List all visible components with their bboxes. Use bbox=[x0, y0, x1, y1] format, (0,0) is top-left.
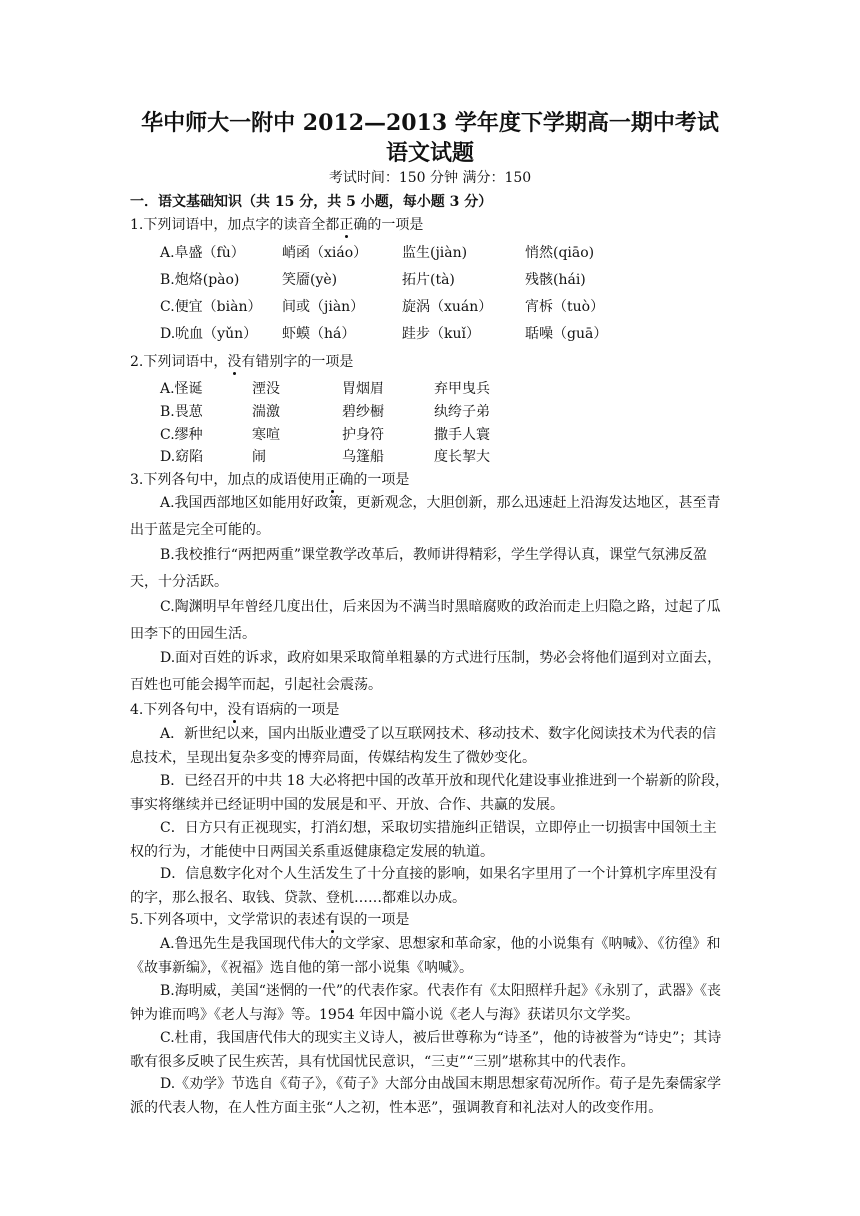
emphasis-dot: 没 bbox=[227, 354, 242, 370]
question-2-option-b: B.畏葸 湍激 碧纱橱 纨绔子弟 bbox=[160, 404, 490, 420]
question-3-option-a: A.我国西部地区如能用好政策，更新观念，大胆创新，那么迅速赶上沿海发达地区，甚至青出于蓝是完全可能的。 bbox=[130, 495, 721, 538]
question-4-option-b: B．已经召开的中共 18 大必将把中国的改革开放和现代化建设事业推进到一个崭新的阶段，事实将继续并已经证明中国的发展是和平、开放、合作、共赢的发展。 bbox=[130, 773, 730, 813]
emphasis-dot: 正 bbox=[325, 472, 340, 488]
question-2-option-d: D.窈陷 闹 乌篷船 度长挈大 bbox=[160, 449, 490, 465]
question-1-stem: 1.下列词语中，加点字的读音全都正确的一项是 bbox=[130, 217, 424, 233]
emphasis-dot: 正 bbox=[339, 217, 354, 233]
question-4-option-a: A．新世纪以来，国内出版业遭受了以互联网技术、移动技术、数字化阅读技术为代表的信息技术，呈现出复杂多变的博弈局面，传媒结构发生了微妙变化。 bbox=[130, 726, 717, 766]
question-4-option-c: C．日方只有正视现实，打消幻想，采取切实措施纠正错误，立即停止一切损害中国领土主权的行为，才能使中日两国关系重返健康稳定发展的轨道。 bbox=[130, 820, 717, 860]
question-4-option-d: D．信息数字化对个人生活发生了十分直接的影响，如果名字里用了一个计算机字库里没有的字，那么报名、取钱、贷款、登机……都难以办成。 bbox=[130, 866, 718, 906]
question-5-option-b: B.海明威，美国“迷惘的一代”的代表作家。代表作有《太阳照样升起》《永别了，武器》《丧钟为谁而鸣》《老人与海》等。1954 年因中篇小说《老人与海》获诺贝尔文学奖。 bbox=[130, 983, 722, 1023]
question-5-stem: 5.下列各项中，文学常识的表述有误的一项是 bbox=[130, 912, 410, 928]
question-5-option-a: A.鲁迅先生是我国现代伟大的文学家、思想家和革命家，他的小说集有《呐喊》、《彷徨》和《故事新编》，《祝福》选自他的第一部小说集《呐喊》。 bbox=[130, 936, 721, 976]
question-2-option-a: A.怪诞 湮没 胃烟眉 弃甲曳兵 bbox=[160, 381, 490, 397]
question-2-stem: 2.下列词语中，没有错别字的一项是 bbox=[130, 354, 354, 370]
exam-info: 考试时间：150 分钟 满分：150 bbox=[328, 170, 532, 186]
question-3-option-c: C.陶渊明早年曾经几度出仕，后来因为不满当时黑暗腐败的政治而走上归隐之路，过起了瓜田李下的田园生活。 bbox=[130, 599, 721, 642]
question-3-option-b: B.我校推行“两把两重”课堂教学改革后，教师讲得精彩，学生学得认真，课堂气氛沸反盈天，十分活跃。 bbox=[130, 547, 708, 590]
question-3-option-d: D.面对百姓的诉求，政府如果采取简单粗暴的方式进行压制，势必会将他们逼到对立面去，百姓也可能会揭竿而起，引起社会震荡。 bbox=[130, 650, 722, 693]
question-1-option-c: C.便宜（biàn） 间或（jiàn） 旋涡（xuán） 宵柝（tuò） bbox=[160, 299, 605, 315]
question-5-option-d: D.《劝学》节选自《荀子》，《荀子》大部分由战国末期思想家荀况所作。荀子是先秦儒家学派的代表人物，在人性方面主张“人之初，性本恶”，强调教育和礼法对人的改变作用。 bbox=[130, 1076, 722, 1116]
question-1-option-a: A.阜盛（fù） 峭函（xiáo） 监生(jiàn) 悄然(qiāo) bbox=[160, 245, 595, 261]
emphasis-dot: 有 bbox=[325, 912, 340, 928]
question-2-option-c: C.缪种 寒喧 护身符 撒手人寰 bbox=[160, 427, 490, 443]
question-4-stem: 4.下列各句中，没有语病的一项是 bbox=[130, 702, 340, 718]
question-1-option-b: B.炮烙(pào) 笑靥(yè) 拓片(tà) 残骸(hái) bbox=[160, 272, 586, 288]
question-1-option-d: D.吮血（yǔn） 虾蟆（há） 跬步（kuǐ） 聒噪（guā） bbox=[160, 326, 608, 342]
section-heading: 一．语文基础知识（共 15 分，共 5 小题，每小题 3 分） bbox=[130, 194, 493, 210]
question-3-stem: 3.下列各句中，加点的成语使用正确的一项是 bbox=[130, 472, 410, 488]
question-5-option-c: C.杜甫，我国唐代伟大的现实主义诗人，被后世尊称为“诗圣”，他的诗被誉为“诗史”；其诗歌有很多反映了民生疾苦，具有忧国忧民意识，“三吏”“三别”堪称其中的代表作。 bbox=[130, 1030, 722, 1070]
emphasis-dot: 没 bbox=[227, 702, 242, 718]
exam-title: 华中师大一附中 2012—2013 学年度下学期高一期中考试 bbox=[141, 110, 719, 136]
exam-subtitle: 语文试题 bbox=[385, 140, 474, 166]
